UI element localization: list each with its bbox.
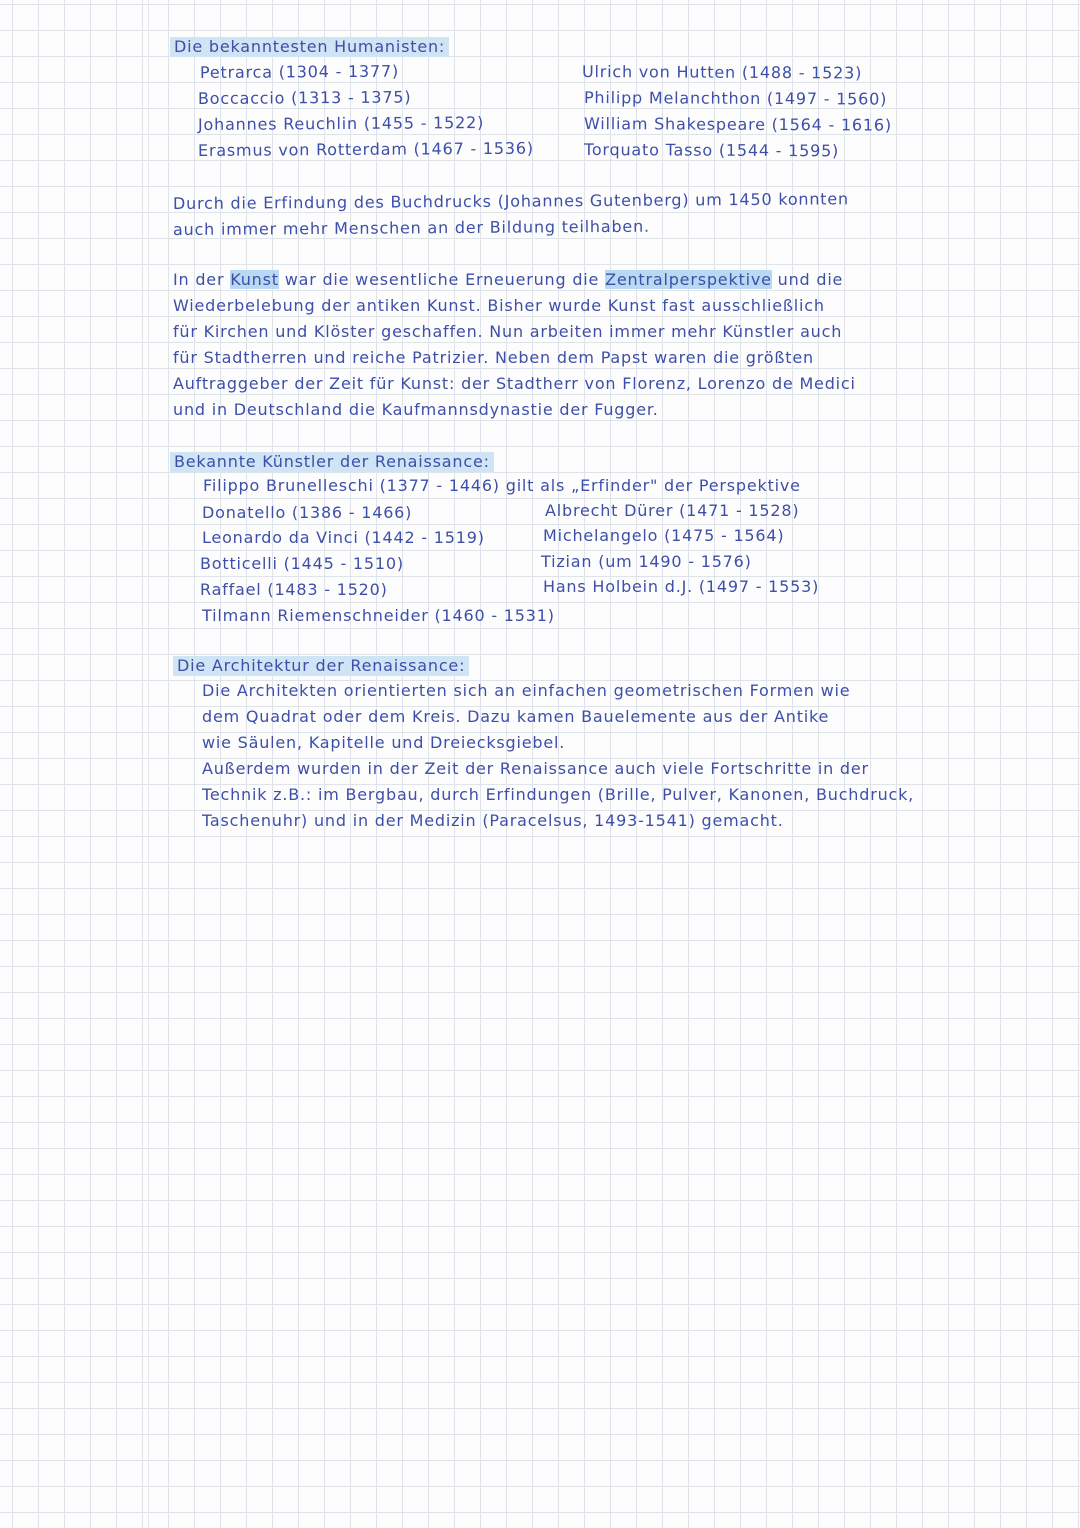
artist-right-item: Michelangelo (1475 - 1564)	[543, 526, 785, 545]
art-line1-text: und die	[771, 270, 844, 289]
humanist-right-item: Ulrich von Hutten (1488 - 1523)	[581, 62, 863, 83]
art-highlight-kunst: Kunst	[230, 270, 279, 289]
artists-heading: Bekannte Künstler der Renaissance:	[170, 452, 494, 472]
humanist-right-item: Philipp Melanchthon (1497 - 1560)	[583, 88, 888, 109]
art-line1-text: In der	[173, 270, 231, 289]
architecture-line: dem Quadrat oder dem Kreis. Dazu kamen Bauelemente aus der Antike	[202, 707, 830, 726]
art-line: für Stadtherren und reiche Patrizier. Neben dem Papst waren die größten	[173, 348, 814, 367]
artist-right-item: Hans Holbein d.J. (1497 - 1553)	[543, 577, 820, 596]
art-highlight-zentralperspektive: Zentralperspektive	[605, 270, 772, 289]
artist-right-item: Albrecht Dürer (1471 - 1528)	[545, 501, 800, 520]
artist-left-item: Donatello (1386 - 1466)	[202, 503, 413, 522]
humanists-heading: Die bekanntesten Humanisten:	[170, 37, 449, 57]
artist-left-item: Raffael (1483 - 1520)	[200, 580, 388, 599]
architecture-heading: Die Architektur der Renaissance:	[173, 656, 469, 676]
architecture-line: Außerdem wurden in der Zeit der Renaissance auch viele Fortschritte in der	[202, 759, 869, 778]
humanist-left-item: Boccaccio (1313 - 1375)	[197, 87, 412, 108]
printing-line: auch immer mehr Menschen an der Bildung teilhaben.	[172, 216, 650, 239]
artist-right-item: Tizian (um 1490 - 1576)	[541, 552, 752, 571]
art-line	[173, 270, 843, 290]
art-line: für Kirchen und Klöster geschaffen. Nun arbeiten immer mehr Künstler auch	[173, 322, 843, 341]
margin-line	[148, 0, 149, 1528]
architecture-line: Taschenuhr) und in der Medizin (Paracelsus, 1493-1541) gemacht.	[202, 811, 784, 830]
art-line: Wiederbelebung der antiken Kunst. Bisher wurde Kunst fast ausschließlich	[173, 296, 825, 315]
humanist-left-item: Erasmus von Rotterdam (1467 - 1536)	[197, 138, 534, 160]
humanist-right-item: William Shakespeare (1564 - 1616)	[583, 114, 892, 135]
artist-left-item: Botticelli (1445 - 1510)	[200, 554, 404, 573]
art-line1-text: war die wesentliche Erneuerung die	[278, 270, 606, 289]
artist-first-line: Filippo Brunelleschi (1377 - 1446) gilt als „Erfinder" der Perspektive	[203, 476, 801, 495]
artist-left-item: Leonardo da Vinci (1442 - 1519)	[202, 528, 485, 547]
humanist-left-item: Johannes Reuchlin (1455 - 1522)	[197, 113, 485, 134]
art-line: und in Deutschland die Kaufmannsdynastie der Fugger.	[173, 400, 659, 419]
artist-left-item: Tilmann Riemenschneider (1460 - 1531)	[202, 606, 555, 625]
humanist-left-item: Petrarca (1304 - 1377)	[199, 61, 400, 82]
architecture-line: Die Architekten orientierten sich an einfachen geometrischen Formen wie	[202, 681, 851, 700]
printing-line: Durch die Erfindung des Buchdrucks (Johannes Gutenberg) um 1450 konnten	[172, 189, 849, 213]
humanist-right-item: Torquato Tasso (1544 - 1595)	[583, 140, 840, 161]
art-line: Auftraggeber der Zeit für Kunst: der Stadtherr von Florenz, Lorenzo de Medici	[173, 374, 856, 393]
architecture-line: wie Säulen, Kapitelle und Dreiecksgiebel.	[202, 733, 566, 752]
architecture-line: Technik z.B.: im Bergbau, durch Erfindungen (Brille, Pulver, Kanonen, Buchdruck,	[202, 785, 915, 804]
